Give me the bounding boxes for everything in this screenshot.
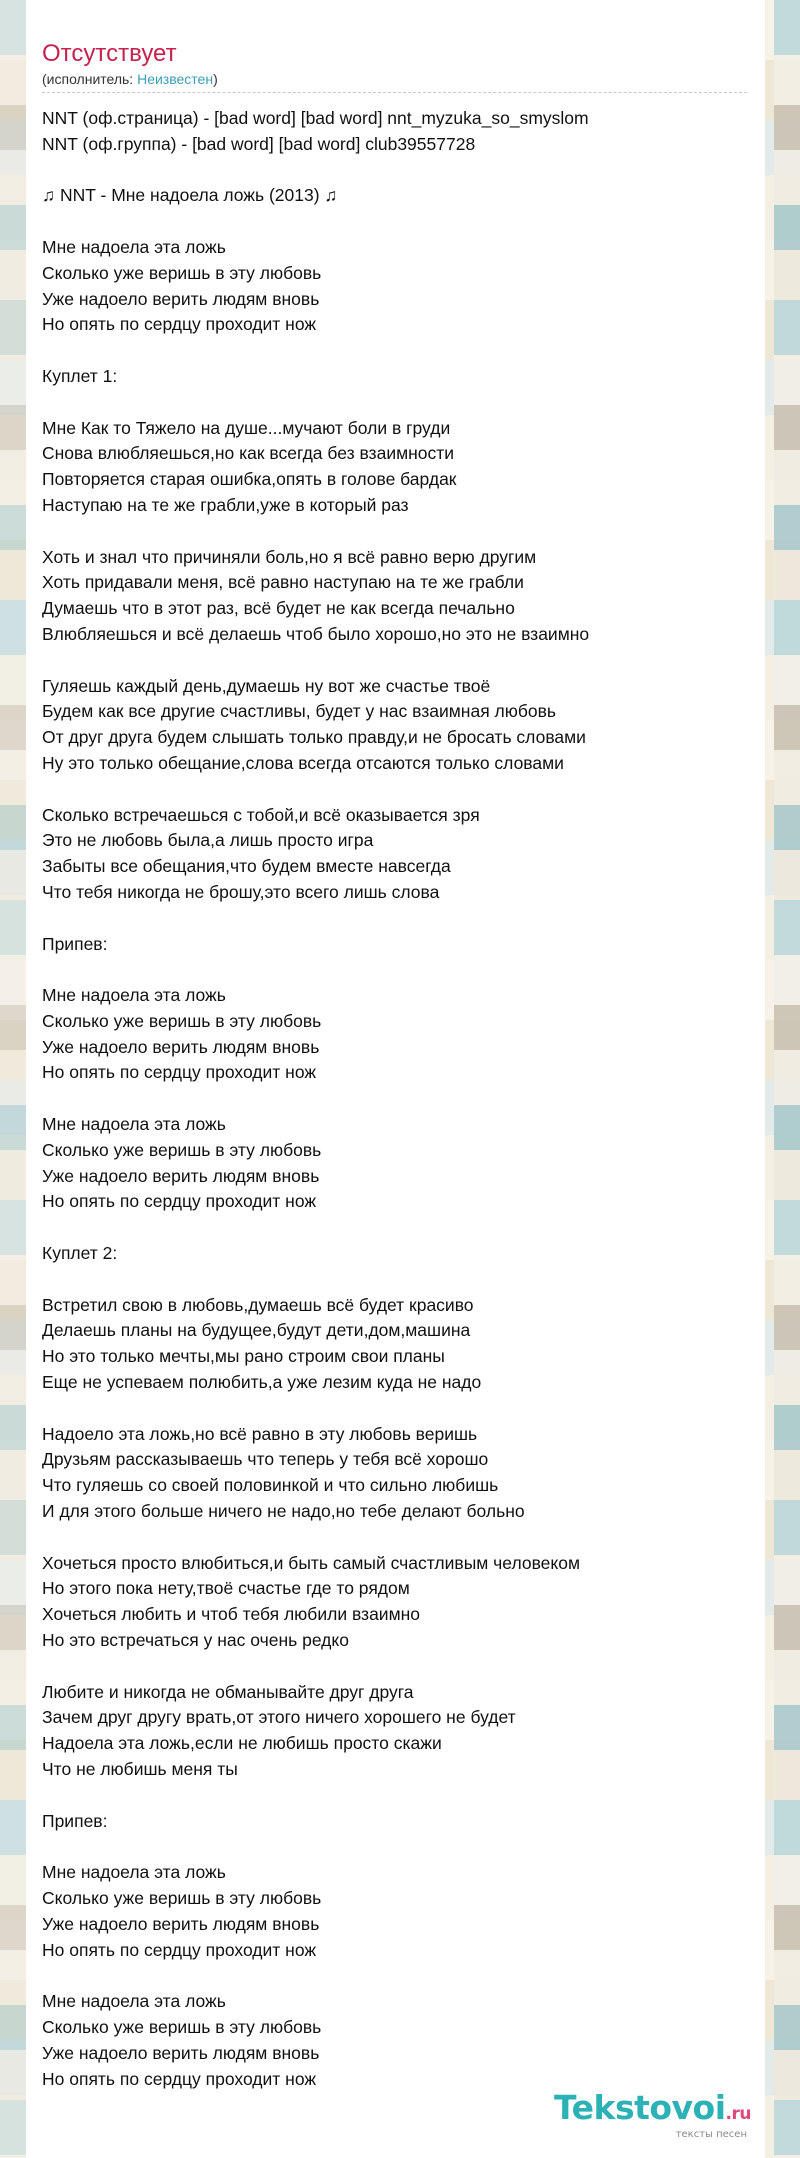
lyric-line: Уже надоело верить людям вновь xyxy=(42,288,320,309)
lyric-line: Забыты все обещания,что будем вместе навсегда xyxy=(42,856,451,877)
blank-line xyxy=(42,648,747,674)
lyric-line: Уже надоело верить людям вновь xyxy=(42,2042,320,2063)
lyric-line: Мне надоела эта ложь xyxy=(42,985,226,1006)
lyric-line: Припев: xyxy=(42,1810,108,1831)
blank-line xyxy=(42,209,747,235)
blank-line xyxy=(42,1963,747,1989)
lyric-line: Сколько уже веришь в эту любовь xyxy=(42,262,322,283)
lyric-line: Куплет 2: xyxy=(42,1243,118,1264)
lyric-line: Хочеться просто влюбиться,и быть самый счастливым человеком xyxy=(42,1552,581,1573)
lyric-line: Думаешь что в этот раз, всё будет не как всегда печально xyxy=(42,598,515,619)
lyrics-page xyxy=(26,0,765,2158)
background-stripe-left xyxy=(0,0,26,2158)
song-title: Отсутствует xyxy=(42,40,177,67)
blank-line xyxy=(42,1654,747,1680)
lyric-line: Сколько уже веришь в эту любовь xyxy=(42,1887,322,1908)
blank-line xyxy=(42,777,747,803)
lyric-line: Хоть и знал что причиняли боль,но я всё равно верю другим xyxy=(42,546,537,567)
lyric-line: И для этого больше ничего не надо,но тебе делают больно xyxy=(42,1501,525,1522)
lyric-line: Но опять по сердцу проходит нож xyxy=(42,314,317,335)
lyric-line: Куплет 1: xyxy=(42,365,118,386)
lyric-line: Мне надоела эта ложь xyxy=(42,1991,226,2012)
lyric-line: Но этого пока нету,твоё счастье где то рядом xyxy=(42,1578,410,1599)
lyric-line: Хоть придавали меня, всё равно наступаю на те же грабли xyxy=(42,572,524,593)
lyric-line: NNT (оф.страница) - [bad word] [bad word] nnt_myzuka_so_smyslom xyxy=(42,108,589,128)
lyric-line: Повторяется старая ошибка,опять в голове бардак xyxy=(42,469,457,490)
lyric-line: Но опять по сердцу проходит нож xyxy=(42,1939,317,1960)
lyric-line: Но опять по сердцу проходит нож xyxy=(42,1062,317,1083)
blank-line xyxy=(42,1267,747,1293)
artist-line xyxy=(42,70,747,93)
artist-link[interactable]: Неизвестен xyxy=(137,71,214,87)
lyric-line: Сколько уже веришь в эту любовь xyxy=(42,1139,322,1160)
blank-line xyxy=(42,1215,747,1241)
lyrics-text xyxy=(42,106,747,2092)
lyric-line: Это не любовь была,а лишь просто игра xyxy=(42,830,374,851)
lyric-line: Мне надоела эта ложь xyxy=(42,1862,226,1883)
lyric-line: Уже надоело верить людям вновь xyxy=(42,1036,320,1057)
lyric-line: Уже надоело верить людям вновь xyxy=(42,1165,320,1186)
lyric-line: Зачем друг другу врать,от этого ничего хорошего не будет xyxy=(42,1707,516,1728)
blank-line xyxy=(42,906,747,932)
lyric-line: Сколько встречаешься с тобой,и всё оказывается зря xyxy=(42,804,480,825)
blank-line xyxy=(42,519,747,545)
song-header xyxy=(42,40,747,93)
lyric-line: Уже надоело верить людям вновь xyxy=(42,1913,320,1934)
blank-line xyxy=(42,158,747,184)
lyric-line: Сколько уже веришь в эту любовь xyxy=(42,2016,322,2037)
lyric-line: Делаешь планы на будущее,будут дети,дом,машина xyxy=(42,1320,471,1341)
blank-line xyxy=(42,1834,747,1860)
lyric-line: Ну это только обещание,слова всегда отсаются только словами xyxy=(42,752,564,773)
logo-text: Tekstovoi xyxy=(554,2088,726,2127)
blank-line xyxy=(42,390,747,416)
lyric-line: Будем как все другие счастливы, будет у нас взаимная любовь xyxy=(42,701,557,722)
lyric-line: Надоело эта ложь,но всё равно в эту любовь веришь xyxy=(42,1423,478,1444)
site-logo[interactable] xyxy=(554,2088,751,2140)
blank-line xyxy=(42,1086,747,1112)
artist-suffix: ) xyxy=(213,71,218,87)
lyric-line: Наступаю на те же грабли,уже в который раз xyxy=(42,494,409,515)
lyric-line: Снова влюбляешься,но как всегда без взаимности xyxy=(42,443,455,464)
lyric-line: От друг друга будем слышать только правду,и не бросать словами xyxy=(42,727,586,748)
lyric-line: Сколько уже веришь в эту любовь xyxy=(42,1010,322,1031)
blank-line xyxy=(42,1783,747,1809)
blank-line xyxy=(42,957,747,983)
lyric-line: Надоела эта ложь,если не любишь просто скажи xyxy=(42,1733,442,1754)
lyric-line: Но опять по сердцу проходит нож xyxy=(42,2068,317,2089)
lyric-line: Что не любишь меня ты xyxy=(42,1759,238,1779)
lyric-line: Что гуляешь со своей половинкой и что сильно любишь xyxy=(42,1475,499,1496)
lyric-line: Припев: xyxy=(42,933,108,954)
lyric-line: Но опять по сердцу проходит нож xyxy=(42,1191,317,1212)
lyric-line: Но это встречаться у нас очень редко xyxy=(42,1630,349,1651)
lyric-line: ♫ NNT - Мне надоела ложь (2013) ♫ xyxy=(42,185,338,206)
lyric-line: Мне надоела эта ложь xyxy=(42,1114,226,1135)
lyric-line: NNT (оф.группа) - [bad word] [bad word] club39557728 xyxy=(42,133,476,154)
lyric-line: Хочеться любить и чтоб тебя любили взаимно xyxy=(42,1604,421,1625)
blank-line xyxy=(42,1396,747,1422)
lyric-line: Мне Как то Тяжело на душе...мучают боли в груди xyxy=(42,417,451,438)
lyric-line: Встретил свою в любовь,думаешь всё будет красиво xyxy=(42,1294,474,1315)
lyric-line: Мне надоела эта ложь xyxy=(42,236,226,257)
blank-line xyxy=(42,338,747,364)
lyric-line: Друзьям рассказываешь что теперь у тебя всё хорошо xyxy=(42,1449,489,1470)
lyric-line: Гуляешь каждый день,думаешь ну вот же счастье твоё xyxy=(42,675,491,696)
lyric-line: Что тебя никогда не брошу,это всего лишь слова xyxy=(42,881,440,902)
logo-domain-suffix: .ru xyxy=(725,2104,751,2124)
background-stripe-right xyxy=(774,0,800,2158)
lyric-line: Еще не успеваем полюбить,а уже лезим куда не надо xyxy=(42,1372,482,1393)
lyric-line: Но это только мечты,мы рано строим свои планы xyxy=(42,1346,445,1367)
artist-prefix: (исполнитель: xyxy=(42,71,138,87)
lyric-line: Любите и никогда не обманывайте друг друга xyxy=(42,1681,414,1702)
blank-line xyxy=(42,1525,747,1551)
lyric-line: Влюбляешься и всё делаешь чтоб было хорошо,но это не взаимно xyxy=(42,623,590,644)
logo-tagline: тексты песен xyxy=(675,2129,747,2140)
